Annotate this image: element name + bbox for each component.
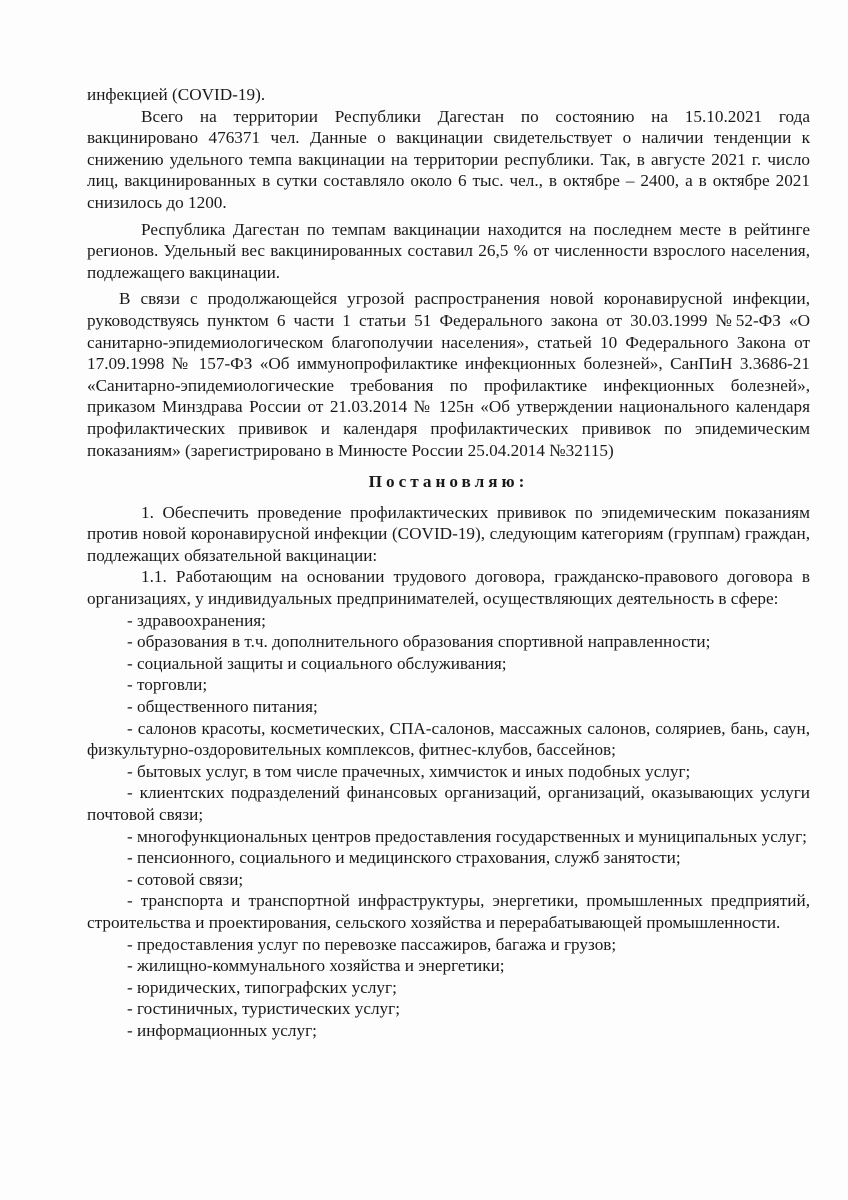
clause-1: 1. Обеспечить проведение профилактических прививок по эпидемическим показаниям против новой коронавирусной инфекции (COVID-19), следующим категориям (группам) граждан, подлежащих обязательной вакцинации: xyxy=(87,502,810,565)
list-item: - социальной защиты и социального обслуживания; xyxy=(127,653,507,673)
list-item: - здравоохранения; xyxy=(127,610,266,630)
list-item: - салонов красоты, косметических, СПА-салонов, массажных салонов, соляриев, бань, саун, физкультурно-оздоровительных комплексов, фитнес-клубов, бассейнов; xyxy=(87,718,810,760)
paragraph-legal-basis: В связи с продолжающейся угрозой распространения новой коронавирусной инфекции, руководствуясь пунктом 6 части 1 статьи 51 Федерального закона от 30.03.1999 №52-ФЗ «О санитарно-эпидемиологическом благополучии населения», статьей 10 Федерального Закона от 17.09.1998 № 157-ФЗ «Об иммунопрофилактике инфекционных болезней», СанПиН 3.3686-21 «Санитарно-эпидемиологические требования по профилактике инфекционных болезней», приказом Минздрава России от 21.03.2014 № 125н «Об утверждении национального календаря профилактических прививок и календаря профилактических прививок по эпидемическим показаниям» (зарегистрировано в Минюсте России 25.04.2014 №32115) xyxy=(87,289,810,460)
list-item: - образования в т.ч. дополнительного образования спортивной направленности; xyxy=(127,632,711,652)
list-item: - общественного питания; xyxy=(127,697,318,717)
list-item: - предоставления услуг по перевозке пассажиров, багажа и грузов; xyxy=(127,934,617,954)
list-item: - бытовых услуг, в том числе прачечных, химчисток и иных подобных услуг; xyxy=(127,761,691,781)
list-item: - клиентских подразделений финансовых организаций, организаций, оказывающих услуги почтовой связи; xyxy=(87,783,810,824)
clause-1-1: 1.1. Работающим на основании трудового договора, гражданско-правового договора в организациях, у индивидуальных предпринимателей, осуществляющих деятельность в сфере: xyxy=(87,567,810,609)
resolution-heading: Постановляю: xyxy=(368,472,529,492)
list-item: - многофункциональных центров предоставления государственных и муниципальных услуг; xyxy=(127,826,807,846)
paragraph-intro: инфекцией (COVID-19). xyxy=(87,85,266,104)
list-item: - юридических, типографских услуг; xyxy=(127,977,397,997)
paragraph-vaccinated: Всего на территории Республики Дагестан по состоянию на 15.10.2021 года вакцинировано 476371 чел. Данные о вакцинации свидетельствует о наличии тенденции к снижению удельного темпа вакцинации на территории республики. Так, в августе 2021 г. число лиц, вакцинированных в сутки составляло около 6 тыс. чел., в октябре – 2400, а в октябре 2021 снизилось до 1200. xyxy=(87,106,810,212)
paragraph-rating: Республика Дагестан по темпам вакцинации находится на последнем месте в рейтинге регионов. Удельный вес вакцинированных составил 26,5 % от численности взрослого населения, подлежащего вакцинации. xyxy=(87,219,810,282)
list-item: - гостиничных, туристических услуг; xyxy=(127,999,400,1019)
list-item: - информационных услуг; xyxy=(127,1020,317,1040)
list-item: - транспорта и транспортной инфраструктуры, энергетики, промышленных предприятий, строительства и проектирования, сельского хозяйства и перерабатывающей промышленности. xyxy=(87,891,810,932)
list-item: - пенсионного, социального и медицинского страхования, служб занятости; xyxy=(127,848,681,868)
list-item: - сотовой связи; xyxy=(127,869,244,889)
list-item: - торговли; xyxy=(127,675,208,695)
list-item: - жилищно-коммунального хозяйства и энергетики; xyxy=(127,956,505,976)
